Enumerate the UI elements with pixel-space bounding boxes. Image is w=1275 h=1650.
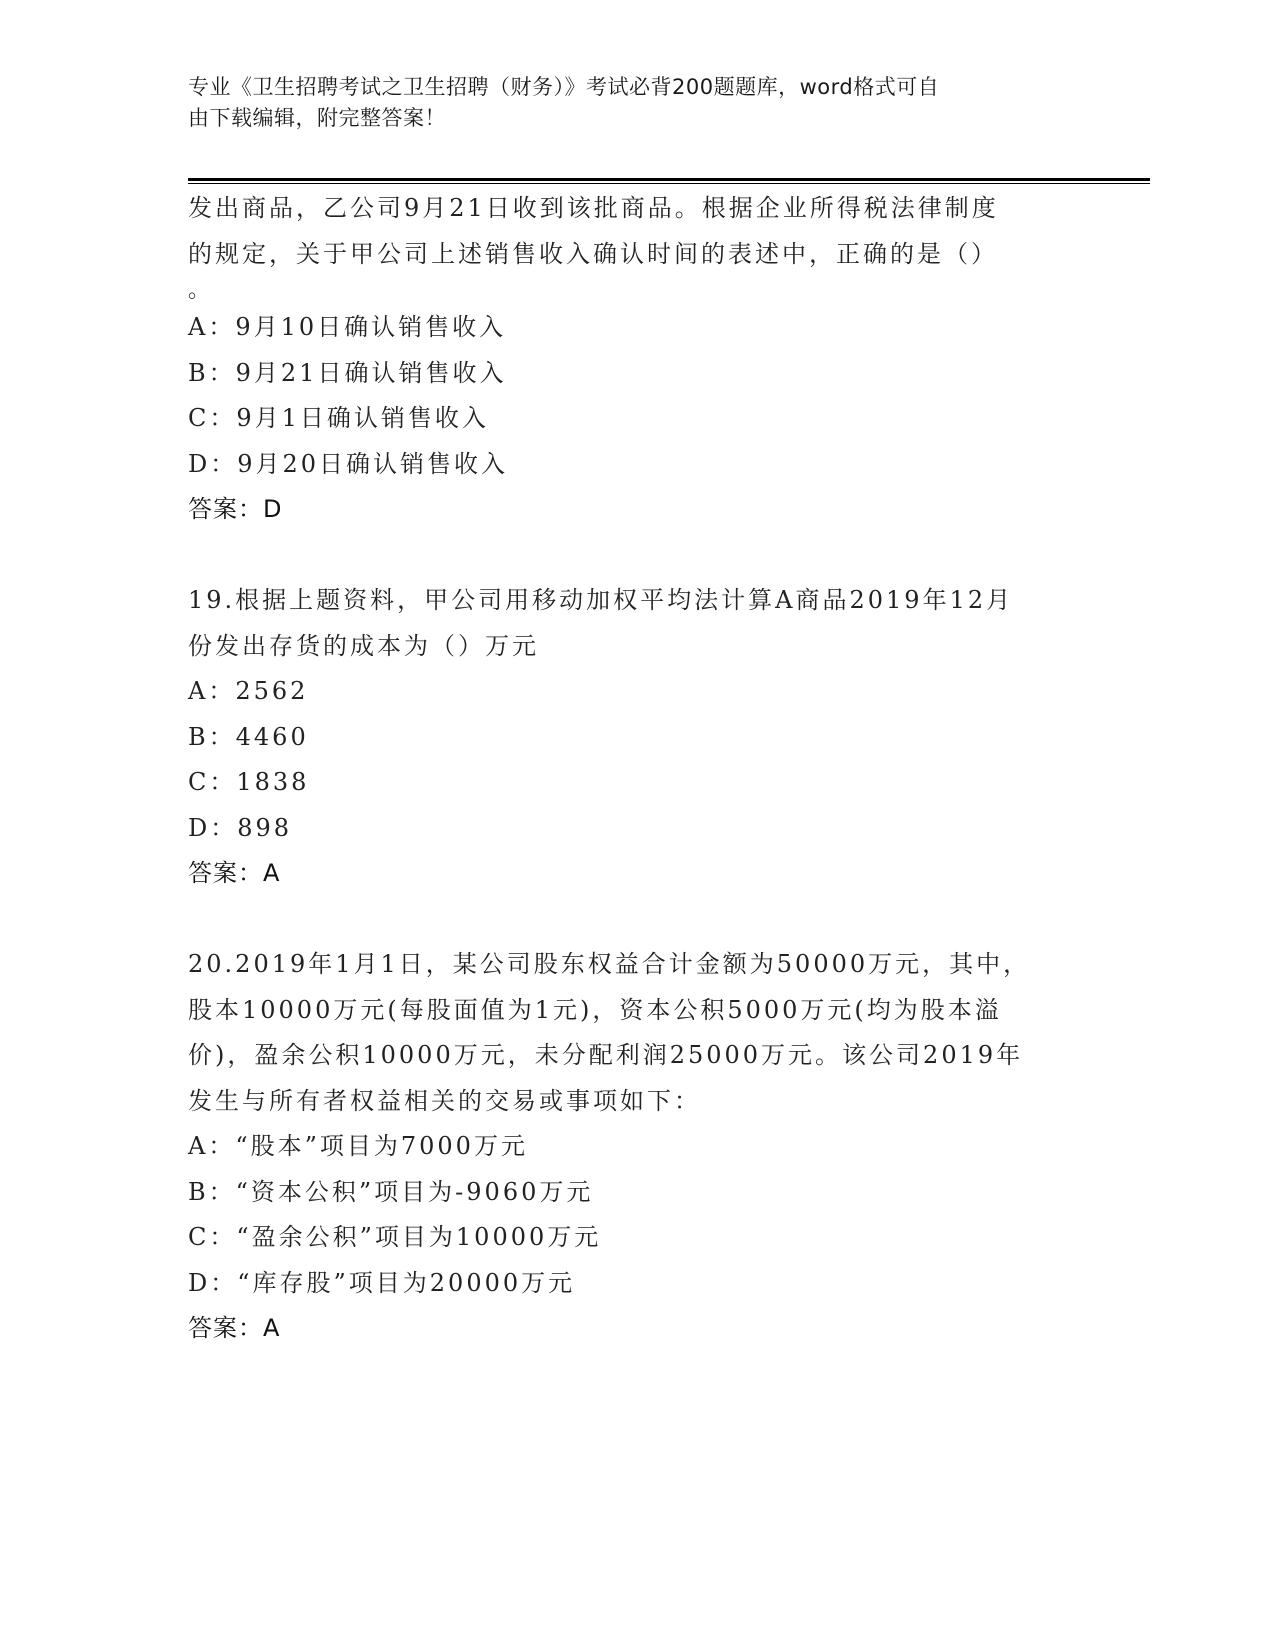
option-b: B：9月21日确认销售收入 — [188, 358, 507, 387]
option-d: D：“库存股”项目为20000万元 — [188, 1268, 576, 1297]
option-a: A：9月10日确认销售收入 — [188, 313, 507, 341]
question-stem-line: 20.2019年1月1日，某公司股东权益合计金额为50000万元，其中， — [188, 950, 1031, 978]
question-19 — [188, 578, 1088, 897]
answer-line: 答案：A — [188, 859, 281, 887]
question-stem-line: 价)，盈余公积10000万元，未分配利润25000万元。该公司2019年 — [188, 1041, 1024, 1069]
document-header — [188, 72, 1068, 134]
answer-line: 答案：D — [188, 495, 283, 523]
question-stem-line: 的规定，关于甲公司上述销售收入确认时间的表述中，正确的是（） — [188, 239, 998, 268]
spacer — [188, 533, 1088, 579]
option-b: B：4460 — [188, 722, 309, 751]
question-18 — [188, 186, 1088, 533]
header-line-1: 专业《卫生招聘考试之卫生招聘（财务）》考试必背200题题库，word格式可自 — [188, 75, 940, 99]
option-a: A：2562 — [188, 677, 309, 705]
option-d: D：9月20日确认销售收入 — [188, 449, 509, 478]
option-b: B：“资本公积”项目为-9060万元 — [188, 1177, 594, 1206]
question-stem-line: 发生与所有者权益相关的交易或事项如下： — [188, 1086, 701, 1115]
option-d: D：898 — [188, 813, 293, 842]
option-a: A：“股本”项目为7000万元 — [188, 1132, 528, 1160]
document-body — [188, 186, 1088, 1352]
header-line-2: 由下载编辑，附完整答案！ — [188, 106, 446, 130]
option-c: C：1838 — [188, 768, 310, 796]
question-stem-line: 股本10000万元(每股面值为1元)，资本公积5000万元(均为股本溢 — [188, 995, 1002, 1024]
option-c: C：“盈余公积”项目为10000万元 — [188, 1223, 602, 1251]
option-c: C：9月1日确认销售收入 — [188, 404, 489, 432]
question-stem-line: 19.根据上题资料，甲公司用移动加权平均法计算A商品2019年12月 — [188, 586, 1014, 614]
spacer — [188, 897, 1088, 943]
header-divider-thin — [188, 183, 1150, 184]
question-stem-line: 发出商品，乙公司9月21日收到该批商品。根据企业所得税法律制度 — [188, 194, 999, 222]
answer-line: 答案：A — [188, 1314, 281, 1342]
question-stem-line: 份发出存货的成本为（）万元 — [188, 631, 539, 660]
question-20 — [188, 942, 1088, 1352]
question-stem-line: 。 — [188, 278, 214, 303]
header-divider-thick — [188, 178, 1150, 181]
